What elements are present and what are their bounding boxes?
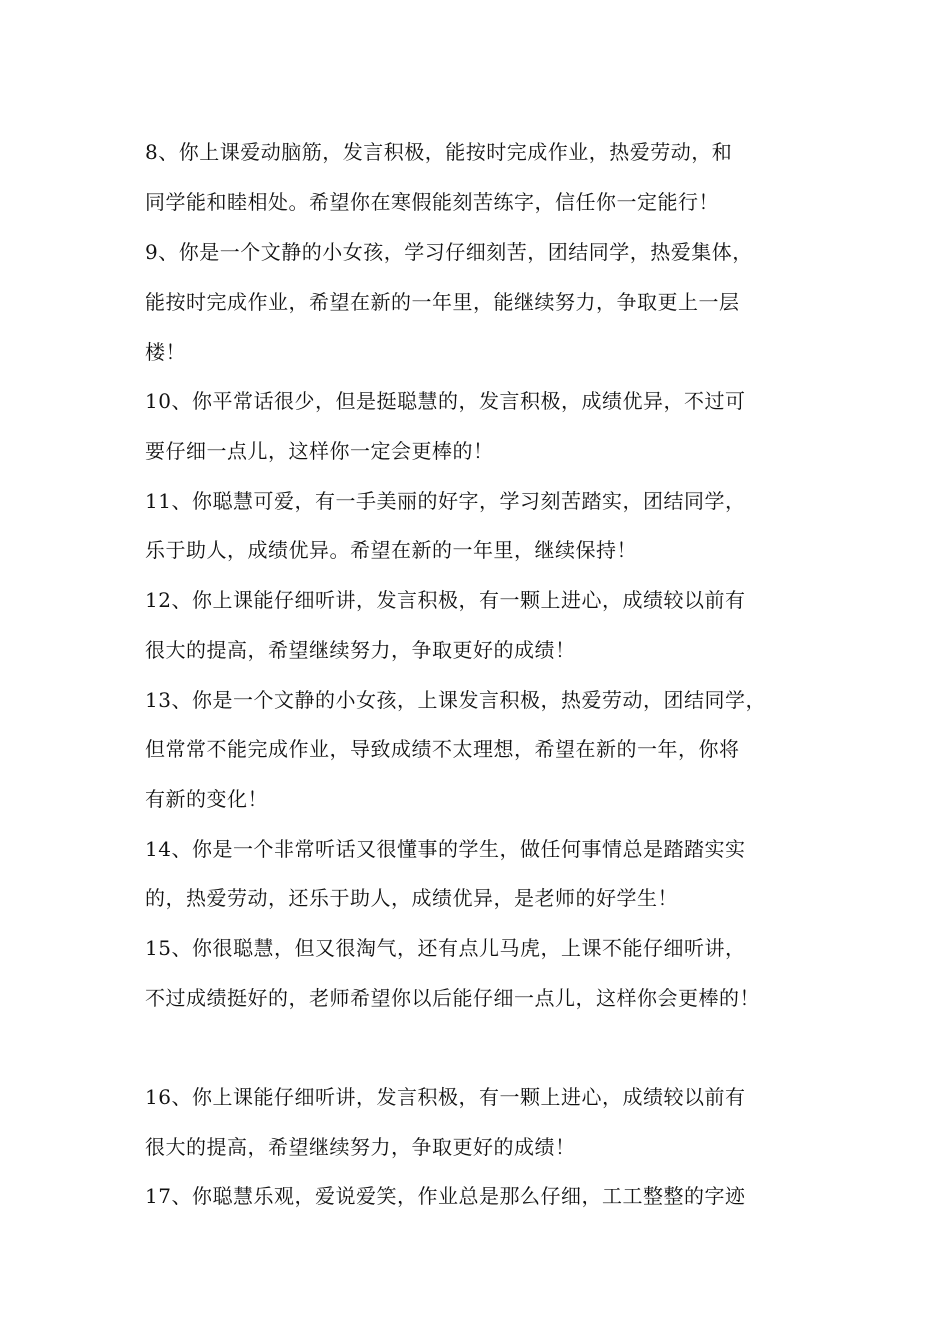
text-line: 10、你平常话很少，但是挺聪慧的，发言积极，成绩优异，不过可 — [145, 389, 746, 413]
text-line: 的，热爱劳动，还乐于助人，成绩优异，是老师的好学生！ — [145, 886, 678, 910]
text-line: 不过成绩挺好的，老师希望你以后能仔细一点儿，这样你会更棒的！ — [145, 986, 760, 1010]
text-line: 有新的变化！ — [145, 787, 268, 811]
text-line: 11、你聪慧可爱，有一手美丽的好字，学习刻苦踏实，团结同学， — [145, 489, 746, 513]
text-line: 要仔细一点儿，这样你一定会更棒的！ — [145, 439, 494, 463]
text-line: 很大的提高，希望继续努力，争取更好的成绩！ — [145, 638, 576, 662]
text-line: 12、你上课能仔细听讲，发言积极，有一颗上进心，成绩较以前有 — [145, 588, 746, 612]
text-line: 9、你是一个文静的小女孩，学习仔细刻苦，团结同学，热爱集体， — [145, 240, 753, 264]
text-line: 8、你上课爱动脑筋，发言积极，能按时完成作业，热爱劳动，和 — [145, 140, 733, 164]
text-line: 楼！ — [145, 340, 186, 364]
text-line: 同学能和睦相处。希望你在寒假能刻苦练字，信任你一定能行！ — [145, 190, 719, 214]
text-line: 14、你是一个非常听话又很懂事的学生，做任何事情总是踏踏实实 — [145, 837, 746, 861]
text-line: 很大的提高，希望继续努力，争取更好的成绩！ — [145, 1135, 576, 1159]
text-line: 但常常不能完成作业，导致成绩不太理想，希望在新的一年，你将 — [145, 737, 740, 761]
text-line: 16、你上课能仔细听讲，发言积极，有一颗上进心，成绩较以前有 — [145, 1085, 746, 1109]
text-line: 能按时完成作业，希望在新的一年里，能继续努力，争取更上一层 — [145, 290, 740, 314]
text-line: 13、你是一个文静的小女孩，上课发言积极，热爱劳动，团结同学， — [145, 688, 766, 712]
text-line: 乐于助人，成绩优异。希望在新的一年里，继续保持！ — [145, 538, 637, 562]
text-line: 17、你聪慧乐观，爱说爱笑，作业总是那么仔细，工工整整的字迹 — [145, 1184, 746, 1208]
text-line: 15、你很聪慧，但又很淘气，还有点儿马虎，上课不能仔细听讲， — [145, 936, 746, 960]
